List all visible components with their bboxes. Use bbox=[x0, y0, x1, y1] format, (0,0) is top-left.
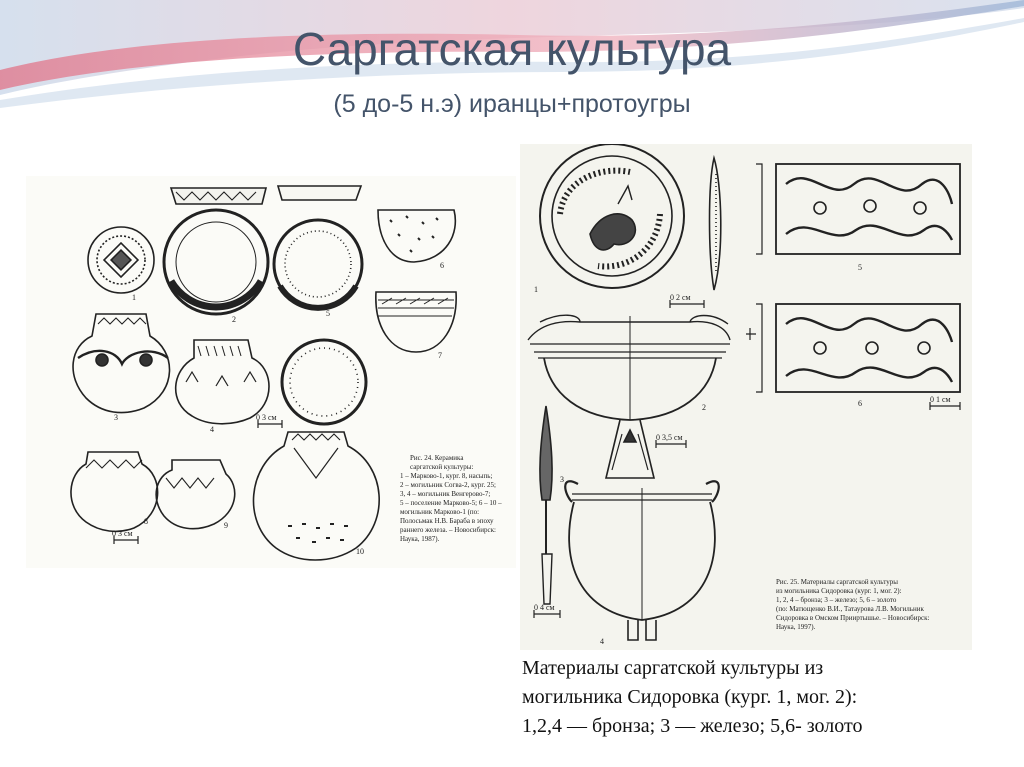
ceramic-item-9 bbox=[156, 460, 235, 529]
item-number: 5 bbox=[326, 309, 330, 318]
svg-text:(по: Матющенко В.И., Татаурова: (по: Матющенко В.И., Татаурова Л.В. Могильник bbox=[776, 605, 924, 613]
item-number: 1 bbox=[132, 293, 136, 302]
scale-label: 0 1 см bbox=[930, 395, 951, 404]
svg-text:1, 2, 4 – бронза; 3 – железо;: 1, 2, 4 – бронза; 3 – железо; 5, 6 – золото bbox=[776, 596, 897, 604]
item-number: 1 bbox=[534, 285, 538, 294]
gold-plaque-item-5 bbox=[756, 164, 960, 254]
figure-note bbox=[400, 454, 502, 543]
bronze-cauldron-item-2 bbox=[528, 315, 730, 478]
mirror-profile bbox=[710, 158, 721, 290]
item-number: 10 bbox=[356, 547, 364, 556]
svg-text:1 – Марково-1, кург. 8, насыпь: 1 – Марково-1, кург. 8, насыпь; bbox=[400, 472, 493, 480]
iron-spearhead-item-3 bbox=[540, 406, 552, 604]
svg-text:из могильника Сидоровка (кург.: из могильника Сидоровка (кург. 1, мог. 2): bbox=[776, 587, 902, 595]
bronze-mirror-item-1 bbox=[540, 144, 684, 288]
gold-plaque-item-6 bbox=[746, 304, 960, 392]
ceramic-item-4 bbox=[176, 340, 269, 424]
svg-text:Полосьмак Н.В. Бараба в эпоху: Полосьмак Н.В. Бараба в эпоху bbox=[400, 517, 494, 525]
caption-line: 1,2,4 — бронза; 3 — железо; 5,6- золото bbox=[522, 715, 863, 737]
item-number: 8 bbox=[144, 517, 148, 526]
scale-label: 0 2 см bbox=[670, 293, 691, 302]
svg-text:Сидоровка в Омском Прииртышье.: Сидоровка в Омском Прииртышье. – Новосибирск: bbox=[776, 614, 930, 622]
svg-text:раннего железа. – Новосибирск:: раннего железа. – Новосибирск: bbox=[400, 526, 496, 534]
item-number: 4 bbox=[210, 425, 214, 434]
vessel-profile-strip bbox=[278, 186, 361, 200]
item-number: 2 bbox=[232, 315, 236, 324]
ceramics-plate bbox=[26, 176, 516, 568]
svg-text:саргатской культуры:: саргатской культуры: bbox=[410, 463, 474, 471]
ceramic-item-5 bbox=[274, 220, 362, 308]
item-number: 6 bbox=[858, 399, 862, 408]
item-number: 4 bbox=[600, 637, 604, 646]
ceramic-item-10 bbox=[253, 432, 379, 560]
scale-label: 0 3,5 см bbox=[656, 433, 683, 442]
item-number: 3 bbox=[560, 475, 564, 484]
figure-note bbox=[776, 578, 929, 631]
ceramic-item-1 bbox=[88, 227, 154, 293]
svg-text:2 – могильник Согва-2, кург. 2: 2 – могильник Согва-2, кург. 25; bbox=[400, 481, 496, 489]
item-number: 6 bbox=[440, 261, 444, 270]
item-number: 7 bbox=[438, 351, 442, 360]
scale-label: 0 3 см bbox=[256, 413, 277, 422]
ceramic-item-3 bbox=[73, 314, 169, 413]
bronze-cauldron-item-4 bbox=[565, 481, 719, 640]
ceramic-disk bbox=[282, 340, 366, 424]
svg-text:Рис. 25. Материалы саргатской: Рис. 25. Материалы саргатской культуры bbox=[776, 578, 898, 586]
item-number: 9 bbox=[224, 521, 228, 530]
slide-caption bbox=[522, 654, 1017, 741]
ceramic-item-7 bbox=[376, 292, 456, 352]
ceramic-item-6 bbox=[378, 210, 455, 262]
sidorovka-plate bbox=[520, 144, 972, 650]
svg-text:Наука, 1987).: Наука, 1987). bbox=[400, 535, 440, 543]
ceramic-item-2 bbox=[164, 210, 268, 314]
svg-text:могильник Марково-1 (по:: могильник Марково-1 (по: bbox=[400, 508, 480, 516]
slide-subtitle: (5 до-5 н.э) иранцы+протоугры bbox=[333, 90, 691, 118]
item-number: 3 bbox=[114, 413, 118, 422]
caption-line: Материалы саргатской культуры из bbox=[522, 657, 824, 679]
item-number: 5 bbox=[858, 263, 862, 272]
caption-line: могильника Сидоровка (кург. 1, мог. 2): bbox=[522, 686, 858, 708]
item-number: 2 bbox=[702, 403, 706, 412]
svg-text:3, 4 – могильник Венгерово-7;: 3, 4 – могильник Венгерово-7; bbox=[400, 490, 491, 498]
scale-label: 0 4 см bbox=[534, 603, 555, 612]
slide-title: Саргатская культура bbox=[292, 23, 732, 75]
svg-text:Наука, 1997).: Наука, 1997). bbox=[776, 623, 816, 631]
svg-text:5 – поселение Марково-5; 6 – 1: 5 – поселение Марково-5; 6 – 10 – bbox=[400, 499, 502, 507]
scale-label: 0 3 см bbox=[112, 529, 133, 538]
svg-text:Рис. 24. Керамика: Рис. 24. Керамика bbox=[410, 454, 464, 462]
